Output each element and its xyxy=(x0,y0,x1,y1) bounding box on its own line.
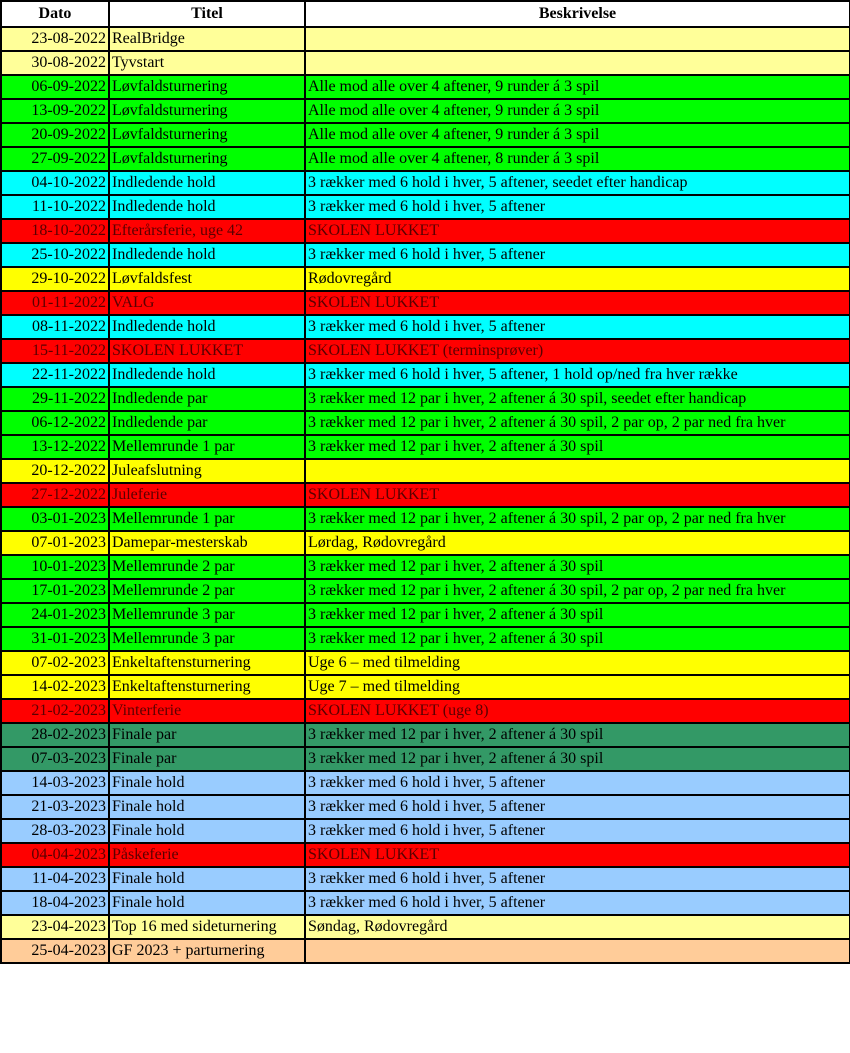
description-cell: 3 rækker med 6 hold i hver, 5 aftener xyxy=(305,243,850,267)
date-cell: 04-04-2023 xyxy=(1,843,109,867)
column-header-beskrivelse: Beskrivelse xyxy=(305,1,850,27)
description-cell: 3 rækker med 6 hold i hver, 5 aftener xyxy=(305,315,850,339)
description-cell: SKOLEN LUKKET xyxy=(305,219,850,243)
table-row xyxy=(1,867,850,891)
title-cell: Vinterferie xyxy=(109,699,305,723)
table-row xyxy=(1,51,850,75)
date-cell: 24-01-2023 xyxy=(1,603,109,627)
description-cell xyxy=(305,939,850,963)
date-cell: 03-01-2023 xyxy=(1,507,109,531)
title-cell: Damepar-mesterskab xyxy=(109,531,305,555)
title-cell: Enkeltaftensturnering xyxy=(109,651,305,675)
title-cell: Finale hold xyxy=(109,867,305,891)
date-cell: 18-04-2023 xyxy=(1,891,109,915)
description-cell: 3 rækker med 6 hold i hver, 5 aftener, 1 hold op/ned fra hver række xyxy=(305,363,850,387)
table-row xyxy=(1,315,850,339)
title-cell: Mellemrunde 3 par xyxy=(109,627,305,651)
table-row xyxy=(1,627,850,651)
description-cell: 3 rækker med 12 par i hver, 2 aftener á 30 spil xyxy=(305,603,850,627)
description-cell: 3 rækker med 6 hold i hver, 5 aftener xyxy=(305,819,850,843)
column-header-dato: Dato xyxy=(1,1,109,27)
table-row xyxy=(1,819,850,843)
title-cell: Finale hold xyxy=(109,819,305,843)
table-row xyxy=(1,891,850,915)
date-cell: 13-09-2022 xyxy=(1,99,109,123)
table-row xyxy=(1,675,850,699)
description-cell: SKOLEN LUKKET (terminsprøver) xyxy=(305,339,850,363)
date-cell: 14-02-2023 xyxy=(1,675,109,699)
date-cell: 10-01-2023 xyxy=(1,555,109,579)
title-cell: Finale hold xyxy=(109,771,305,795)
description-cell: Alle mod alle over 4 aftener, 9 runder á 3 spil xyxy=(305,75,850,99)
title-cell: Enkeltaftensturnering xyxy=(109,675,305,699)
title-cell: Finale par xyxy=(109,747,305,771)
description-cell: Lørdag, Rødovregård xyxy=(305,531,850,555)
description-cell: SKOLEN LUKKET (uge 8) xyxy=(305,699,850,723)
date-cell: 22-11-2022 xyxy=(1,363,109,387)
title-cell: Mellemrunde 2 par xyxy=(109,579,305,603)
table-row xyxy=(1,291,850,315)
date-cell: 27-12-2022 xyxy=(1,483,109,507)
date-cell: 17-01-2023 xyxy=(1,579,109,603)
title-cell: Løvfaldsturnering xyxy=(109,75,305,99)
description-cell: 3 rækker med 6 hold i hver, 5 aftener xyxy=(305,891,850,915)
date-cell: 31-01-2023 xyxy=(1,627,109,651)
date-cell: 20-12-2022 xyxy=(1,459,109,483)
title-cell: Påskeferie xyxy=(109,843,305,867)
date-cell: 27-09-2022 xyxy=(1,147,109,171)
title-cell: Mellemrunde 1 par xyxy=(109,435,305,459)
table-row xyxy=(1,747,850,771)
date-cell: 06-09-2022 xyxy=(1,75,109,99)
title-cell: Indledende hold xyxy=(109,171,305,195)
table-row xyxy=(1,387,850,411)
table-body xyxy=(1,27,850,963)
description-cell: 3 rækker med 6 hold i hver, 5 aftener, seedet efter handicap xyxy=(305,171,850,195)
description-cell: 3 rækker med 12 par i hver, 2 aftener á 30 spil xyxy=(305,747,850,771)
description-cell: SKOLEN LUKKET xyxy=(305,843,850,867)
table-row xyxy=(1,507,850,531)
table-row xyxy=(1,795,850,819)
description-cell xyxy=(305,459,850,483)
table-row xyxy=(1,411,850,435)
table-row xyxy=(1,699,850,723)
date-cell: 06-12-2022 xyxy=(1,411,109,435)
table-row xyxy=(1,99,850,123)
description-cell: 3 rækker med 6 hold i hver, 5 aftener xyxy=(305,867,850,891)
date-cell: 07-03-2023 xyxy=(1,747,109,771)
title-cell: Indledende hold xyxy=(109,315,305,339)
date-cell: 29-11-2022 xyxy=(1,387,109,411)
description-cell: Alle mod alle over 4 aftener, 9 runder á 3 spil xyxy=(305,99,850,123)
title-cell: Indledende par xyxy=(109,387,305,411)
title-cell: Mellemrunde 3 par xyxy=(109,603,305,627)
description-cell: 3 rækker med 12 par i hver, 2 aftener á 30 spil xyxy=(305,435,850,459)
table-row xyxy=(1,483,850,507)
table-row xyxy=(1,75,850,99)
date-cell: 11-10-2022 xyxy=(1,195,109,219)
date-cell: 13-12-2022 xyxy=(1,435,109,459)
table-row xyxy=(1,267,850,291)
date-cell: 14-03-2023 xyxy=(1,771,109,795)
date-cell: 11-04-2023 xyxy=(1,867,109,891)
date-cell: 18-10-2022 xyxy=(1,219,109,243)
title-cell: Juleferie xyxy=(109,483,305,507)
table-row xyxy=(1,651,850,675)
description-cell: 3 rækker med 12 par i hver, 2 aftener á 30 spil, 2 par op, 2 par ned fra hver xyxy=(305,507,850,531)
title-cell: Indledende hold xyxy=(109,363,305,387)
title-cell: Indledende par xyxy=(109,411,305,435)
title-cell: SKOLEN LUKKET xyxy=(109,339,305,363)
description-cell: 3 rækker med 6 hold i hver, 5 aftener xyxy=(305,771,850,795)
description-cell: Alle mod alle over 4 aftener, 9 runder á 3 spil xyxy=(305,123,850,147)
date-cell: 28-02-2023 xyxy=(1,723,109,747)
table-row xyxy=(1,171,850,195)
table-row xyxy=(1,555,850,579)
description-cell: 3 rækker med 12 par i hver, 2 aftener á 30 spil, seedet efter handicap xyxy=(305,387,850,411)
date-cell: 01-11-2022 xyxy=(1,291,109,315)
title-cell: Mellemrunde 2 par xyxy=(109,555,305,579)
date-cell: 15-11-2022 xyxy=(1,339,109,363)
title-cell: Juleafslutning xyxy=(109,459,305,483)
table-row xyxy=(1,459,850,483)
table-row xyxy=(1,939,850,963)
description-cell: 3 rækker med 12 par i hver, 2 aftener á 30 spil xyxy=(305,555,850,579)
table-row xyxy=(1,363,850,387)
description-cell: 3 rækker med 12 par i hver, 2 aftener á 30 spil xyxy=(305,723,850,747)
header-row xyxy=(1,1,850,27)
date-cell: 25-04-2023 xyxy=(1,939,109,963)
date-cell: 08-11-2022 xyxy=(1,315,109,339)
description-cell xyxy=(305,51,850,75)
title-cell: Løvfaldsfest xyxy=(109,267,305,291)
description-cell: 3 rækker med 6 hold i hver, 5 aftener xyxy=(305,795,850,819)
date-cell: 29-10-2022 xyxy=(1,267,109,291)
date-cell: 20-09-2022 xyxy=(1,123,109,147)
date-cell: 25-10-2022 xyxy=(1,243,109,267)
title-cell: Mellemrunde 1 par xyxy=(109,507,305,531)
description-cell: 3 rækker med 6 hold i hver, 5 aftener xyxy=(305,195,850,219)
table-row xyxy=(1,27,850,51)
description-cell: Uge 7 – med tilmelding xyxy=(305,675,850,699)
date-cell: 28-03-2023 xyxy=(1,819,109,843)
description-cell: SKOLEN LUKKET xyxy=(305,483,850,507)
title-cell: RealBridge xyxy=(109,27,305,51)
title-cell: Tyvstart xyxy=(109,51,305,75)
description-cell xyxy=(305,27,850,51)
date-cell: 23-04-2023 xyxy=(1,915,109,939)
title-cell: VALG xyxy=(109,291,305,315)
title-cell: GF 2023 + parturnering xyxy=(109,939,305,963)
description-cell: Rødovregård xyxy=(305,267,850,291)
table-row xyxy=(1,843,850,867)
description-cell: 3 rækker med 12 par i hver, 2 aftener á 30 spil, 2 par op, 2 par ned fra hver xyxy=(305,579,850,603)
table-row xyxy=(1,603,850,627)
date-cell: 30-08-2022 xyxy=(1,51,109,75)
description-cell: Alle mod alle over 4 aftener, 8 runder á 3 spil xyxy=(305,147,850,171)
title-cell: Løvfaldsturnering xyxy=(109,123,305,147)
table-row xyxy=(1,723,850,747)
title-cell: Finale hold xyxy=(109,891,305,915)
table-row xyxy=(1,123,850,147)
date-cell: 04-10-2022 xyxy=(1,171,109,195)
date-cell: 07-01-2023 xyxy=(1,531,109,555)
description-cell: Søndag, Rødovregård xyxy=(305,915,850,939)
table-row xyxy=(1,147,850,171)
table-row xyxy=(1,219,850,243)
date-cell: 21-03-2023 xyxy=(1,795,109,819)
description-cell: Uge 6 – med tilmelding xyxy=(305,651,850,675)
table-header xyxy=(1,1,850,27)
table-row xyxy=(1,915,850,939)
description-cell: 3 rækker med 12 par i hver, 2 aftener á 30 spil, 2 par op, 2 par ned fra hver xyxy=(305,411,850,435)
title-cell: Efterårsferie, uge 42 xyxy=(109,219,305,243)
title-cell: Løvfaldsturnering xyxy=(109,147,305,171)
table-row xyxy=(1,531,850,555)
title-cell: Finale par xyxy=(109,723,305,747)
table-row xyxy=(1,435,850,459)
title-cell: Indledende hold xyxy=(109,243,305,267)
title-cell: Løvfaldsturnering xyxy=(109,99,305,123)
date-cell: 07-02-2023 xyxy=(1,651,109,675)
date-cell: 23-08-2022 xyxy=(1,27,109,51)
date-cell: 21-02-2023 xyxy=(1,699,109,723)
column-header-titel: Titel xyxy=(109,1,305,27)
description-cell: SKOLEN LUKKET xyxy=(305,291,850,315)
table-row xyxy=(1,195,850,219)
table-row xyxy=(1,771,850,795)
table-row xyxy=(1,243,850,267)
description-cell: 3 rækker med 12 par i hver, 2 aftener á 30 spil xyxy=(305,627,850,651)
title-cell: Top 16 med sideturnering xyxy=(109,915,305,939)
title-cell: Indledende hold xyxy=(109,195,305,219)
table-row xyxy=(1,579,850,603)
table-row xyxy=(1,339,850,363)
title-cell: Finale hold xyxy=(109,795,305,819)
